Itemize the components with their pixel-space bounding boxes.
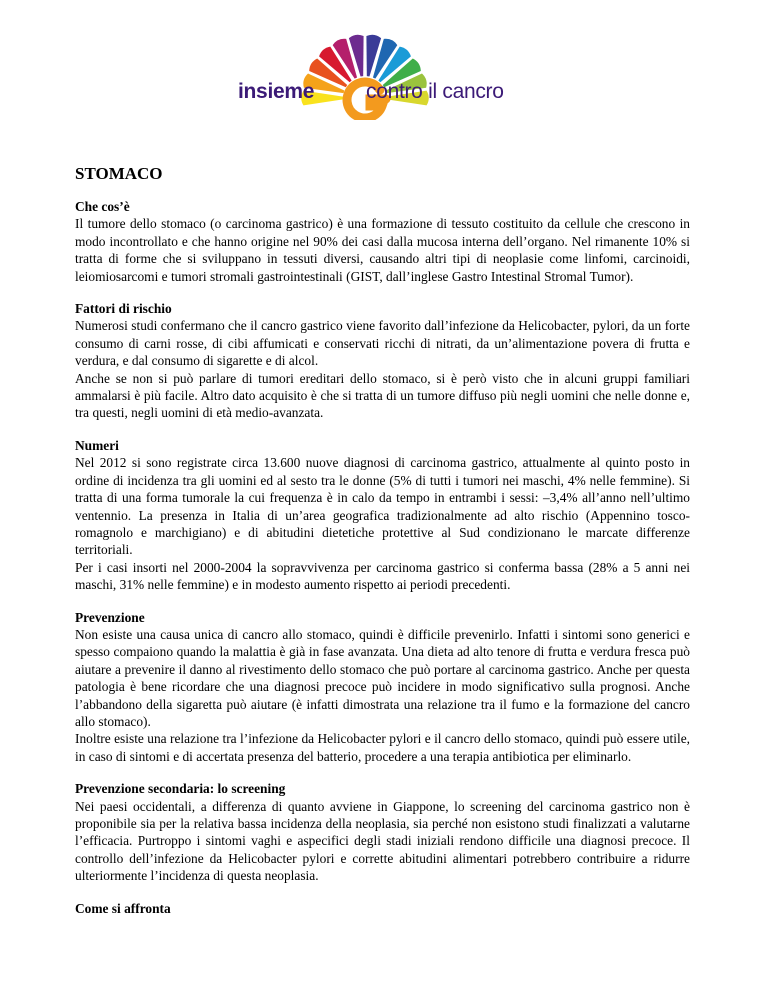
section-heading: Numeri bbox=[75, 437, 119, 453]
section bbox=[75, 437, 690, 594]
sections bbox=[75, 198, 690, 917]
section-paragraph: Nel 2012 si sono registrate circa 13.600 nuove diagnosi di carcinoma gastrico, attualmente al quinto posto in ordine di incidenza tra gli uomini ed al sesto tra le donne (5% di tutti i tumori nei maschi, 4% nelle femmine). Si tratta di una forma tumorale la cui frequenza è in calo da tempo in entrambi i sessi: –3,4% all’anno nell’ultimo ventennio. La presenza in Italia di un’area geografica tradizionalmente ad alto rischio (Appennino tosco-romagnolo e marchigiano) e di abitudini dietetiche protettive al Sud condizionano le marcate differenze territoriali. bbox=[75, 455, 690, 558]
section bbox=[75, 300, 690, 422]
logo-text-insieme: insieme bbox=[238, 80, 315, 103]
section bbox=[75, 780, 690, 884]
section bbox=[75, 900, 690, 917]
section-heading: Fattori di rischio bbox=[75, 301, 172, 317]
sunburst-logo-icon bbox=[230, 30, 560, 120]
section-paragraph: Numerosi studi confermano che il cancro gastrico viene favorito dall’infezione da Helicobacter, pylori, da un forte consumo di carni rosse, di cibi affumicati e conservati ricchi di nitrati, da un’alimentazione povera di frutta e verdura, e dal consumo di sigarette e di alcol. bbox=[75, 318, 690, 369]
section bbox=[75, 609, 690, 766]
section-paragraph: Anche se non si può parlare di tumori ereditari dello stomaco, si è però visto che in alcuni gruppi familiari ammalarsi è più facile. Altro dato acquisito è che si tratta di un tumore diffuso più negli uomini che nelle donne e, tra questi, negli uomini di età medio-avanzata. bbox=[75, 370, 690, 421]
section-paragraph: Non esiste una causa unica di cancro allo stomaco, quindi è difficile prevenirlo. Infatti i sintomi sono generici e spesso compaiono quando la malattia è già in fase avanzata. Una dieta ad alto tenore di frutta e verdura fresca può aiutare a prevenire il danno al rivestimento dello stomaco che può portare al carcinoma gastrico. Anche per questa patologia è bene ricordare che una diagnosi precoce può incidere in modo significativo sulla prognosi. Anche l’abbandono della sigaretta può aiutare (è infatti dimostrata una relazione tra il fumo e la formazione del cancro allo stomaco). bbox=[75, 626, 690, 729]
page-title: STOMACO bbox=[75, 164, 163, 183]
section-paragraph: Il tumore dello stomaco (o carcinoma gastrico) è una formazione di tessuto costituito da cellule che crescono in modo incontrollato e che hanno origine nel 90% dei casi dalla mucosa interna dell’organo. Nel rimanente 10% si tratta di forme che si sviluppano in tessuti diversi, causando altri tipi di neoplasie come linfomi, carcinoidi, leiomiosarcomi e tumori stromali gastrointestinali (GIST, dall’inglese Gastro Intestinal Stromal Tumor). bbox=[75, 216, 690, 284]
section-paragraph: Per i casi insorti nel 2000-2004 la sopravvivenza per carcinoma gastrico si conferma bassa (28% a 5 anni nei maschi, 31% nelle femmine) e in modesto aumento rispetto ai periodi precedenti. bbox=[75, 559, 690, 593]
section-heading: Come si affronta bbox=[75, 900, 171, 916]
section bbox=[75, 198, 690, 285]
document-body bbox=[75, 164, 690, 932]
section-paragraph: Inoltre esiste una relazione tra l’infezione da Helicobacter pylori e il cancro dello stomaco, quindi può essere utile, in caso di sintomi e di accertata presenza del batterio, procedere a una terapia antibiotica per eliminarlo. bbox=[75, 731, 690, 764]
section-heading: Che cos’è bbox=[75, 199, 130, 214]
section-heading: Prevenzione bbox=[75, 609, 145, 625]
logo-text-contro: contro il cancro bbox=[366, 80, 504, 103]
section-heading: Prevenzione secondaria: lo screening bbox=[75, 781, 286, 797]
section-paragraph: Nei paesi occidentali, a differenza di quanto avviene in Giappone, lo screening del carcinoma gastrico non è proponibile sia per la relativa bassa incidenza della neoplasia, sia perché non esistono studi finalizzati a valutarne l’efficacia. Purtroppo i sintomi vaghi e aspecifici degli stadi iniziali rendono difficile una diagnosi precoce. Il controllo dell’infezione da Helicobacter pylori e corrette abitudini alimentari potrebbero contribuire a ridurre ulteriormente l’incidenza di questa neoplasia. bbox=[75, 798, 690, 884]
